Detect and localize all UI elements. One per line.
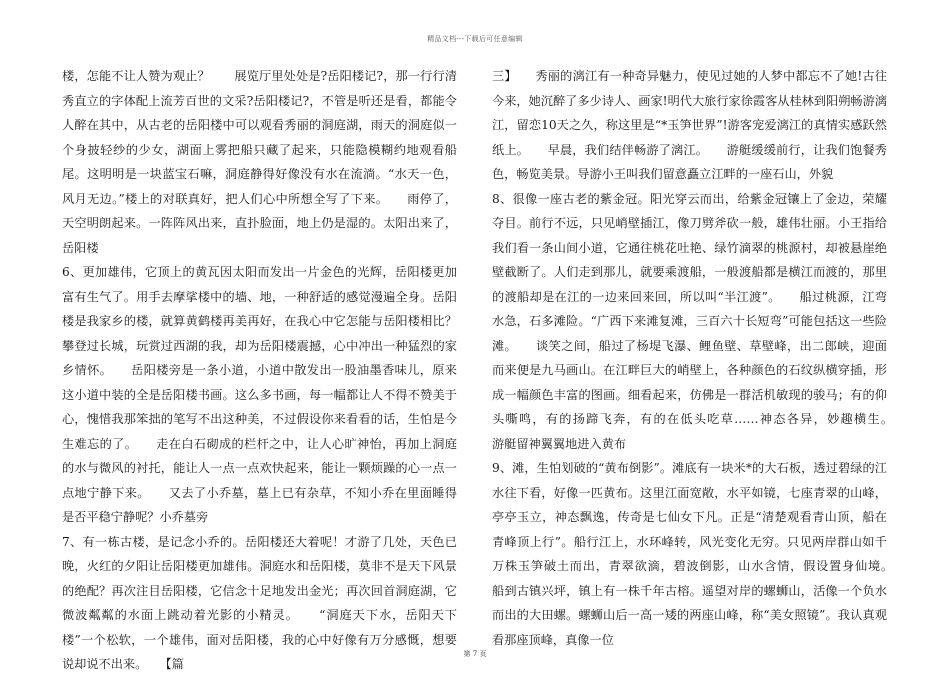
paragraph: 8、很像一座古老的紫金冠。阳光穿云而出，给紫金冠镶上了金边，荣耀夺目。前行不远，只见峭壁插江，像刀劈斧砍一般，雄伟壮丽。小王指给我们看一条山间小道，它通往桃花吐艳、绿竹滴翠的桃源村，却被悬崖绝壁截断了。人们走到那儿，就要乘渡船，一般渡船都是横江而渡的，那里的渡船却是在江的一边来回来回，所以叫“半江渡”。 船过桃源，江弯水急，石多滩险。“广西下来滩复滩，三百六十长短弯”可能包括这一些险滩。 谈笑之间，船过了杨堤飞瀑、鲤鱼壁、草壁峰，出二郎峡，迎面而来便是九马画山。在江畔巨大的峭壁上，各种颜色的石纹纵横穿插，形成一幅颜色丰富的图画。细看起来，仿佛是一群活机敏现的骏马；有的仰头嘶鸣，有的扬蹄飞奔，有的在低头吃草……神态各异，妙趣横生。 游艇留神翼翼地进入黄布 — [492, 191, 912, 451]
paragraph: 9、滩，生怕划破的“黄布倒影”。滩底有一块米*的大石板，透过碧绿的江水往下看，好像一匹黄布。这里江面宽敞，水平如镜，七座青翠的山峰，亭亭玉立，神态飘逸，传奇是七仙女下凡。正是“清楚观看青山顶，船在青峰顶上行”。船行江上，水环峰转，风光变化无穷。只见两岸群山如千万株玉笋破土而出，青翠欲滴，碧波倒影，山水含情，假设置身仙境。 船到古镇兴坪，镇上有一株千年古榕。遥望对岸的螺蛳山，活像一个负水而出的大田螺。螺蛳山后一高一矮的两座山峰，称“美女照镜”。我认真观看那座顶峰，真像一位 — [492, 461, 912, 647]
page-header: 精品文档---下载后可任意编辑 — [427, 35, 523, 43]
page-number: 第 7 页 — [463, 650, 487, 658]
paragraph: 7、有一栋古楼，是记念小乔的。岳阳楼还大着呢！才游了几处，天色已晚，火红的夕阳让岳阳楼更加雄伟。洞庭水和岳阳楼，莫非不是天下风景的绝配？再次注目岳阳楼，它信念十足地发出金光；再次回首洞庭湖，它微波粼粼的水面上跳动着光影的小精灵。 “洞庭天下水，岳阳天下楼”一个松软，一个雄伟，面对岳阳楼，我的心中好像有万分感慨，想要说却说不出来。 【篇 — [62, 534, 457, 671]
left-column — [62, 64, 457, 677]
paragraph: 楼，怎能不让人赞为观止？ 展览厅里处处是?岳阳楼记?，那一行行清秀直立的字体配上流芳百世的文采?岳阳楼记?，不管是听还是看，都能令人醉在其中，从古老的岳阳楼中可以观看秀丽的洞庭湖，雨天的洞庭似一个身披轻纱的少女，湖面上雾把船只藏了起来，只能隐模糊约地观看船尾。这明明是一块蓝宝石嘛，洞庭静得好像没有水在流淌。“水天一色，风月无边。”楼上的对联真好，把人们心中所想全写了下来。 雨停了，天空明朗起来。一阵阵风出来，直扑脸面，地上仍是湿的。太阳出来了，岳阳楼 — [62, 69, 457, 255]
right-column — [492, 64, 912, 652]
paragraph: 三】 秀丽的漓江有一种奇异魅力，使见过她的人梦中都忘不了她!古往今来，她沉醉了多少诗人、画家!明代大旅行家徐霞客从桂林到阳朔畅游漓江，留恋10天之久，称这里是“*玉笋世界”!游客宠爱漓江的真情实感跃然纸上。 早晨，我们结伴畅游了漓江。 游艇缓缓前行，让我们饱餐秀色，畅览美景。导游小王叫我们留意矗立江畔的一座石山，外貌 — [492, 69, 887, 181]
paragraph: 6、更加雄伟，它顶上的黄瓦因太阳而发出一片金色的光辉，岳阳楼更加富有生气了。用手去摩挲楼中的墙、地，一种舒适的感觉漫遍全身。岳阳楼是我家乡的楼，就算黄鹤楼再美再好，在我心中它怎能与岳阳楼相比？攀登过长城，玩赏过西湖的我，却为岳阳楼震撼，心中冲出一种猛烈的家乡情怀。 岳阳楼旁是一条小道，小道中散发出一股油墨香味儿，原来这小道中装的全是岳阳楼书画。这么多书画，每一幅都让人不得不赞美于心，愧惜我那笨拙的笔写不出这种美，不过假设你来看看的话，生怕是今生难忘的了。 走在白石砌成的栏杆之中，让人心旷神怡，再加上洞庭的水与微风的衬托，能让人一点一点欢快起来，能让一颗烦躁的心一点一点地宁静下来。 又去了小乔墓，墓上已有杂草，不知小乔在里面睡得是否平稳宁静呢？小乔墓旁 — [62, 265, 457, 524]
